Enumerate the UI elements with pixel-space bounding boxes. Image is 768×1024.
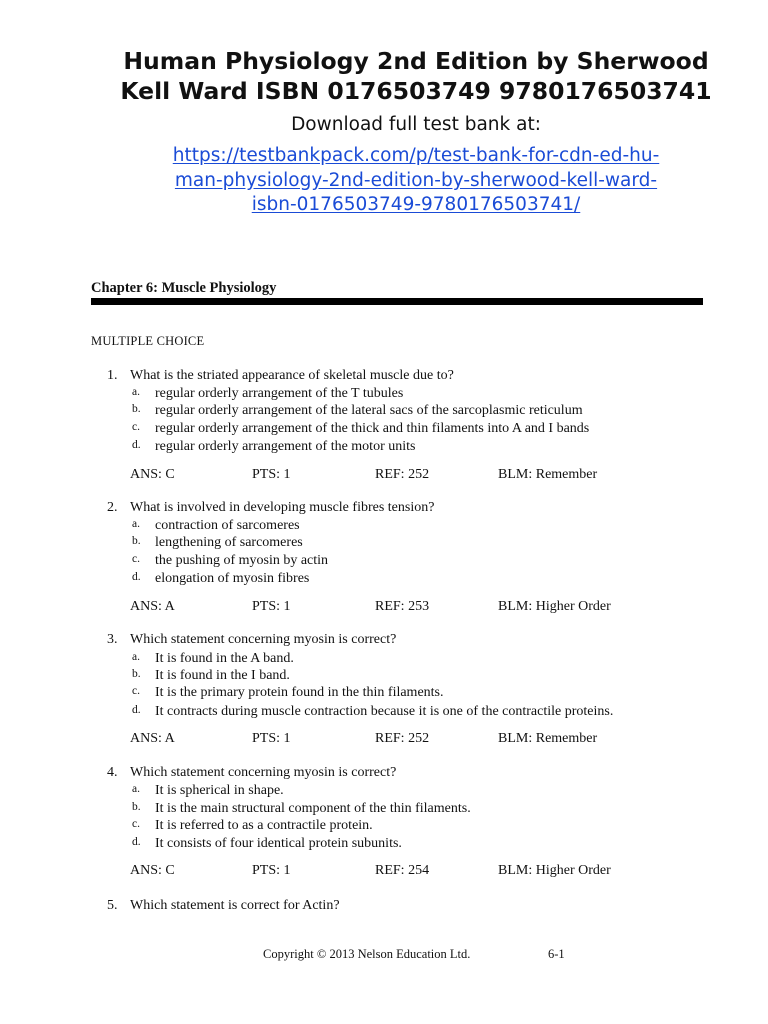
page-number: 6-1 <box>548 947 565 961</box>
option-letter: a. <box>132 651 140 663</box>
answer-option <box>0 668 768 686</box>
option-text: regular orderly arrangement of the T tubules <box>155 386 404 401</box>
question-text: What is the striated appearance of skeletal muscle due to? <box>130 368 454 383</box>
option-text: lengthening of sarcomeres <box>155 535 303 550</box>
question-text: Which statement concerning myosin is correct? <box>130 765 397 780</box>
question-number: 4. <box>107 765 118 780</box>
option-text: It is found in the A band. <box>155 651 294 666</box>
answer-key: ANS: A <box>130 599 175 614</box>
option-letter: a. <box>132 386 140 398</box>
option-letter: b. <box>132 535 141 547</box>
option-letter: c. <box>132 818 140 830</box>
answer-option <box>0 801 768 819</box>
option-letter: d. <box>132 571 141 583</box>
answer-option <box>0 651 768 669</box>
page-reference: REF: 252 <box>375 731 430 746</box>
points: PTS: 1 <box>252 731 291 746</box>
answer-option <box>0 783 768 801</box>
option-letter: b. <box>132 801 141 813</box>
option-letter: d. <box>132 704 141 716</box>
option-letter: a. <box>132 783 140 795</box>
question-number: 2. <box>107 500 118 515</box>
option-text: It is the main structural component of the thin filaments. <box>155 801 471 816</box>
points: PTS: 1 <box>252 599 291 614</box>
section-title: MULTIPLE CHOICE <box>91 334 205 348</box>
answer-key: ANS: C <box>130 863 175 878</box>
answer-option <box>0 571 768 589</box>
option-text: regular orderly arrangement of the motor units <box>155 439 416 454</box>
option-letter: c. <box>132 553 140 565</box>
answer-option <box>0 704 768 722</box>
answer-option <box>0 421 768 439</box>
option-letter: c. <box>132 685 140 697</box>
answer-option <box>0 403 768 421</box>
option-text: regular orderly arrangement of the thick and thin filaments into A and I bands <box>155 421 590 436</box>
document-title: Human Physiology 2nd Edition by Sherwood Kell Ward ISBN 0176503749 9780176503741 <box>120 47 712 105</box>
option-text: It is spherical in shape. <box>155 783 284 798</box>
option-text: elongation of myosin fibres <box>155 571 310 586</box>
chapter-title: Chapter 6: Muscle Physiology <box>91 280 277 296</box>
answer-option <box>0 553 768 571</box>
option-text: contraction of sarcomeres <box>155 518 300 533</box>
answer-option <box>0 386 768 404</box>
answer-option <box>0 685 768 703</box>
answer-option <box>0 518 768 536</box>
question-text: Which statement is correct for Actin? <box>130 898 340 913</box>
bloom-level: BLM: Higher Order <box>498 599 611 614</box>
bloom-level: BLM: Remember <box>498 467 598 482</box>
option-letter: d. <box>132 439 141 451</box>
question-number: 1. <box>107 368 118 383</box>
question-text: What is involved in developing muscle fibres tension? <box>130 500 435 515</box>
option-text: the pushing of myosin by actin <box>155 553 329 568</box>
option-letter: b. <box>132 403 141 415</box>
download-label: Download full test bank at: <box>291 114 541 135</box>
answer-option <box>0 439 768 457</box>
page-reference: REF: 253 <box>375 599 430 614</box>
chapter-divider <box>91 298 703 305</box>
question-number: 3. <box>107 632 118 647</box>
page-reference: REF: 252 <box>375 467 430 482</box>
answer-key: ANS: A <box>130 731 175 746</box>
footer-copyright: Copyright © 2013 Nelson Education Ltd. <box>263 947 471 961</box>
answer-option <box>0 818 768 836</box>
bloom-level: BLM: Remember <box>498 731 598 746</box>
question-number: 5. <box>107 898 118 913</box>
answer-key: ANS: C <box>130 467 175 482</box>
points: PTS: 1 <box>252 467 291 482</box>
option-letter: c. <box>132 421 140 433</box>
option-letter: b. <box>132 668 141 680</box>
bloom-level: BLM: Higher Order <box>498 863 611 878</box>
option-letter: a. <box>132 518 140 530</box>
option-letter: d. <box>132 836 141 848</box>
option-text: regular orderly arrangement of the lateral sacs of the sarcoplasmic reticulum <box>155 403 583 418</box>
page-reference: REF: 254 <box>375 863 430 878</box>
option-text: It is referred to as a contractile protein. <box>155 818 373 833</box>
answer-option <box>0 535 768 553</box>
option-text: It is the primary protein found in the thin filaments. <box>155 685 444 700</box>
option-text: It is found in the I band. <box>155 668 290 683</box>
question-text: Which statement concerning myosin is correct? <box>130 632 397 647</box>
points: PTS: 1 <box>252 863 291 878</box>
option-text: It contracts during muscle contraction because it is one of the contractile proteins. <box>155 704 614 719</box>
option-text: It consists of four identical protein subunits. <box>155 836 402 851</box>
answer-option <box>0 836 768 854</box>
download-link[interactable]: https://testbankpack.com/p/test-bank-for-cdn-ed-hu- man-physiology-2nd-edition-by-sherwood-kell-ward- isbn-0176503749-9780176503741/ <box>172 145 660 215</box>
